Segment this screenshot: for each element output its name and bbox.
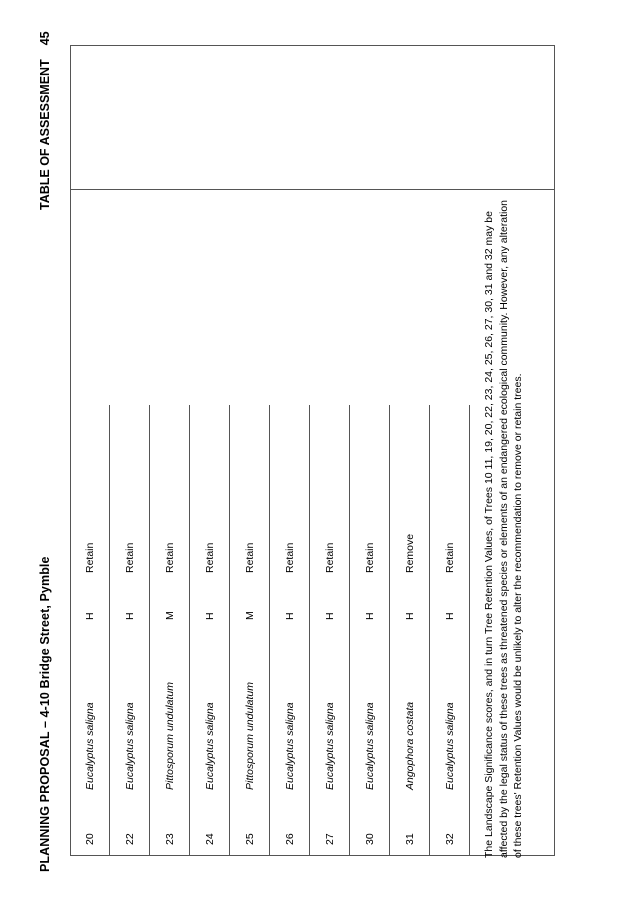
table-row <box>390 405 430 856</box>
significance-rating: H <box>404 612 416 620</box>
species-name: Eucalyptus saligna <box>364 702 376 790</box>
tree-number: 20 <box>84 833 96 845</box>
significance-rating: H <box>364 612 376 620</box>
table-row <box>190 405 230 856</box>
recommendation: Retain <box>124 542 136 573</box>
section-title: TABLE OF ASSESSMENT <box>38 59 52 210</box>
species-name: Eucalyptus saligna <box>204 702 216 790</box>
recommendation: Retain <box>364 542 376 573</box>
significance-rating: H <box>84 612 96 620</box>
table-row <box>230 405 270 856</box>
tree-number: 30 <box>364 833 376 845</box>
assessment-note: The Landscape Significance scores, and in turn Tree Retention Values, of Trees 10 11, 19, 20, 22, 23, 24, 25, 26, 27, 30, 31 and 32 may be affected by the legal status of these trees as threatened species or elements of an endangered ecological community. However, any alteration of these trees' Retention Values would be unlikely to alter the recommendation to remove or retain trees. <box>483 199 525 858</box>
recommendation: Retain <box>84 542 96 573</box>
table-row <box>110 405 150 856</box>
significance-rating: H <box>284 612 296 620</box>
species-name: Eucalyptus saligna <box>444 702 456 790</box>
page-number: 45 <box>38 31 52 46</box>
table-row <box>350 405 390 856</box>
significance-rating: H <box>204 612 216 620</box>
species-name: Eucalyptus saligna <box>324 702 336 790</box>
tree-number: 25 <box>244 833 256 845</box>
table-row <box>150 405 190 856</box>
recommendation: Retain <box>244 542 256 573</box>
table-row <box>430 405 470 856</box>
species-name: Pittosporum undulatum <box>164 682 176 790</box>
tree-number: 23 <box>164 833 176 845</box>
section-header <box>38 31 52 210</box>
tree-number: 24 <box>204 833 216 845</box>
species-name: Eucalyptus saligna <box>84 702 96 790</box>
tree-number: 26 <box>284 833 296 845</box>
significance-rating: H <box>444 612 456 620</box>
species-name: Eucalyptus saligna <box>124 702 136 790</box>
table-row <box>70 405 110 856</box>
species-name: Angophora costata <box>404 701 416 790</box>
significance-rating: M <box>244 611 256 620</box>
significance-rating: H <box>324 612 336 620</box>
recommendation: Remove <box>404 533 416 573</box>
tree-number: 32 <box>444 833 456 845</box>
tree-assessment-table <box>70 405 468 856</box>
recommendation: Retain <box>324 542 336 573</box>
document-title: PLANNING PROPOSAL – 4-10 Bridge Street, Pymble <box>38 556 52 872</box>
table-row <box>310 405 350 856</box>
table-row <box>270 405 310 856</box>
species-name: Pittosporum undulatum <box>244 682 256 790</box>
tree-number: 22 <box>124 833 136 845</box>
recommendation: Retain <box>444 542 456 573</box>
recommendation: Retain <box>204 542 216 573</box>
species-name: Eucalyptus saligna <box>284 702 296 790</box>
tree-number: 27 <box>324 833 336 845</box>
frame-divider <box>71 189 554 190</box>
recommendation: Retain <box>284 542 296 573</box>
significance-rating: M <box>164 611 176 620</box>
significance-rating: H <box>124 612 136 620</box>
recommendation: Retain <box>164 542 176 573</box>
tree-number: 31 <box>404 833 416 845</box>
